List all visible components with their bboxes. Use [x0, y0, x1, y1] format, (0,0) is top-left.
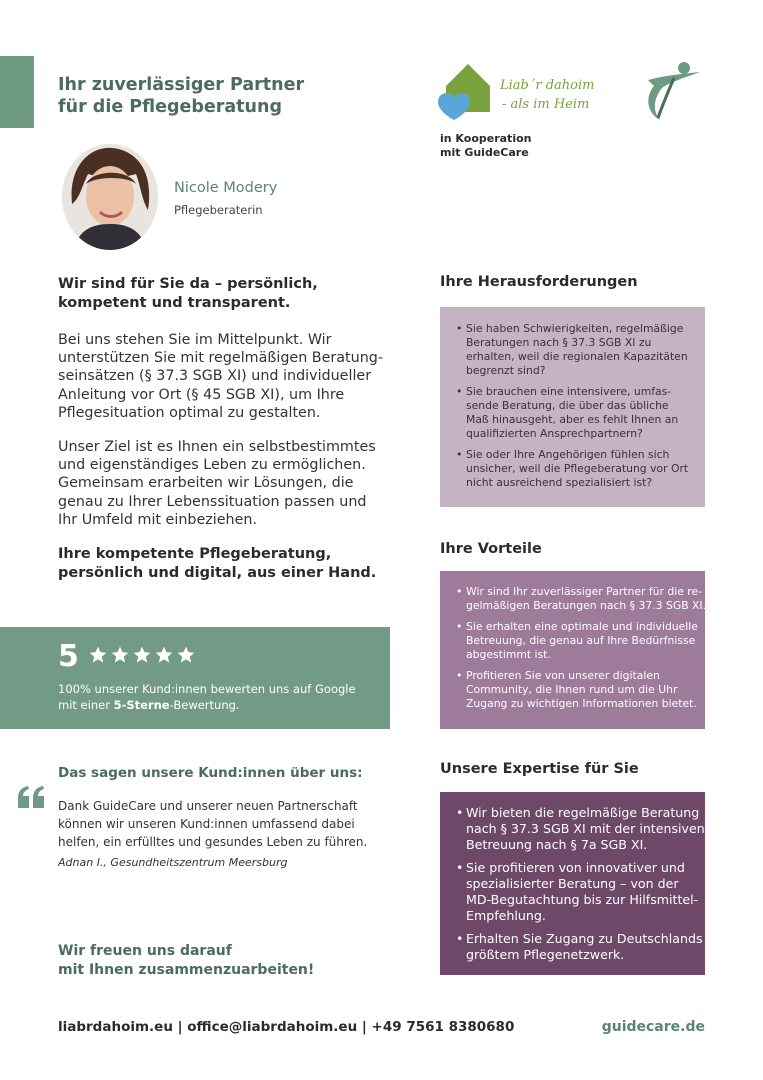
list-item: [456, 585, 707, 613]
list-item-line: • Erhalten Sie Zugang zu Deutschlands: [466, 931, 703, 946]
testimonial-author: Adnan I., Gesundheitszentrum Meersburg: [58, 856, 288, 869]
footer-contact[interactable]: liabrdahoim.eu | office@liabrdahoim.eu | +49 7561 8380680: [58, 1019, 515, 1035]
intro-paragraph-2: [58, 438, 388, 529]
list-item-line: Empfehlung.: [466, 908, 546, 923]
list-item-line: erhalten, weil die regionalen Kapazitäten: [466, 350, 688, 363]
list-item-line: • Profitieren Sie von unserer digitalen: [466, 669, 660, 682]
list-item-line: gelmäßigen Beratungen nach § 37.3 SGB XI.: [466, 599, 707, 612]
advantages-card: [440, 571, 705, 729]
list-item-line: nach § 37.3 SGB XI mit der intensiven: [466, 821, 705, 836]
brand-header: [432, 58, 722, 168]
intro-paragraph-1: [58, 331, 388, 422]
person-name: Nicole Modery: [174, 180, 278, 196]
list-item-line: größtem Pflegenetzwerk.: [466, 947, 625, 962]
list-item-line: abgestimmt ist.: [466, 648, 551, 661]
rating-line-2: [58, 697, 356, 713]
page-title: [58, 74, 304, 118]
list-item-line: • Sie erhalten eine optimale und individuelle: [466, 620, 698, 633]
rating-score: 5: [58, 639, 79, 674]
list-item-line: sende Beratung, die über das übliche: [466, 399, 669, 412]
headline-line: für die Pflegeberatung: [58, 97, 282, 117]
list-item-line: Maß hinausgeht, aber es fehlt Ihnen an: [466, 413, 679, 426]
list-item-line: • Sie profitieren von innovativer und: [466, 860, 685, 875]
list-item-line: Community, die Ihnen rund um die Uhr: [466, 683, 678, 696]
list-item: [456, 385, 695, 441]
list-item-line: unsicher, weil die Pflegeberatung vor Ort: [466, 462, 689, 475]
list-item: [456, 860, 699, 924]
rating-description: [58, 681, 356, 713]
intro-closing: [58, 545, 388, 583]
rating-line-2-suffix: -Bewertung.: [169, 698, 240, 712]
paragraph-line: Anleitung vor Ort (§ 45 SGB XI), um Ihre: [58, 386, 345, 403]
list-item-line: • Wir bieten die regelmäßige Beratung: [466, 805, 700, 820]
footer-website-link[interactable]: guidecare.de: [601, 1019, 705, 1035]
list-item-line: Zugang zu wichtigen Informationen bietet.: [466, 697, 697, 710]
person-role: Pflegeberaterin: [174, 203, 263, 217]
challenges-card: [440, 307, 705, 507]
headline-line: Ihr zuverlässiger Partner: [58, 75, 305, 95]
guidecare-logo-icon: [640, 58, 702, 124]
intro-heading-line: Wir sind für Sie da – persönlich,: [58, 276, 318, 292]
cooperation-line: in Kooperation: [440, 132, 532, 145]
google-rating-box: [0, 627, 390, 729]
quote-line: können wir unseren Kund:innen umfassend dabei: [58, 817, 355, 831]
list-item-line: qualifizierten Ansprechpartnern?: [466, 427, 643, 440]
list-item-line: MD-Begutachtung bis zur Hilfsmittel-: [466, 892, 699, 907]
list-item: [456, 322, 695, 378]
expertise-card: [440, 792, 705, 975]
cooperation-line: mit GuideCare: [440, 146, 529, 159]
expertise-title: Unsere Expertise für Sie: [440, 761, 639, 777]
intro-heading-line: kompetent und transparent.: [58, 295, 291, 311]
paragraph-line: Bei uns stehen Sie im Mittelpunkt. Wir: [58, 332, 332, 348]
list-item: [456, 931, 703, 963]
list-item: [456, 448, 695, 490]
paragraph-line: Gemeinsam erarbeiten wir Lösungen, die: [58, 475, 354, 492]
paragraph-line: Ihr Umfeld mit einbeziehen.: [58, 511, 257, 528]
rating-line-2-bold: 5-Sterne: [113, 698, 170, 712]
list-item: [456, 805, 705, 853]
testimonial-quote: [58, 797, 367, 851]
paragraph-line: und eigenständiges Leben zu ermöglichen.: [58, 457, 366, 474]
paragraph-line: Unser Ziel ist es Ihnen ein selbstbestimmtes: [58, 439, 376, 455]
list-item: [456, 669, 695, 711]
house-heart-logo-icon: [432, 58, 494, 122]
intro-heading: [58, 275, 378, 313]
paragraph-line: genau zu Ihrer Lebenssituation passen und: [58, 493, 367, 510]
list-item-line: • Sie haben Schwierigkeiten, regelmäßige: [466, 322, 684, 335]
cta-line: mit Ihnen zusammenzuarbeiten!: [58, 962, 315, 978]
list-item-line: • Wir sind Ihr zuverlässiger Partner für die re-: [466, 585, 703, 598]
star-icon: [132, 645, 152, 665]
star-icon: [176, 645, 196, 665]
accent-bar: [0, 56, 34, 128]
rating-line-1: 100% unserer Kund:innen bewerten uns auf Google: [58, 682, 356, 696]
list-item-line: Betreuung nach § 7a SGB XI.: [466, 837, 648, 852]
list-item-line: Beratungen nach § 37.3 SGB XI zu: [466, 336, 652, 349]
portrait-photo: [62, 144, 158, 250]
list-item: [456, 620, 698, 662]
closing-line: persönlich und digital, aus einer Hand.: [58, 565, 377, 581]
paragraph-line: seinsätzen (§ 37.3 SGB XI) und individueller: [58, 368, 372, 385]
list-item-line: nicht ausreichend spezialisiert ist?: [466, 476, 653, 489]
list-item-line: begrenzt sind?: [466, 364, 546, 377]
closing-line: Ihre kompetente Pflegeberatung,: [58, 546, 332, 562]
paragraph-line: unterstützen Sie mit regelmäßigen Beratung-: [58, 350, 384, 367]
call-to-action: [58, 942, 314, 980]
testimonials-title: Das sagen unsere Kund:innen über uns:: [58, 765, 363, 781]
advantages-title: Ihre Vorteile: [440, 541, 542, 557]
list-item-line: spezialisierter Beratung – von der: [466, 876, 679, 891]
quote-line: Dank GuideCare und unserer neuen Partnerschaft: [58, 799, 358, 813]
cta-line: Wir freuen uns darauf: [58, 943, 232, 959]
star-icon: [88, 645, 108, 665]
brand-name-line: Liab´r dahoim: [500, 78, 595, 93]
list-item-line: • Sie oder Ihre Angehörigen fühlen sich: [466, 448, 670, 461]
brand-name: [500, 76, 594, 114]
paragraph-line: Pflegesituation optimal zu gestalten.: [58, 404, 321, 421]
quote-icon: [18, 786, 46, 808]
list-item-line: Betreuung, die genau auf Ihre Bedürfnisse: [466, 634, 696, 647]
avatar: [62, 144, 158, 250]
challenges-title: Ihre Herausforderungen: [440, 274, 638, 290]
quote-line: helfen, ein erfülltes und gesundes Leben zu führen.: [58, 835, 368, 849]
rating-stars: [88, 645, 196, 669]
star-icon: [154, 645, 174, 665]
brand-name-line: - als im Heim: [502, 97, 590, 112]
star-icon: [110, 645, 130, 665]
rating-line-2-prefix: mit einer: [58, 698, 114, 712]
list-item-line: • Sie brauchen eine intensivere, umfas-: [466, 385, 672, 398]
cooperation-note: [440, 132, 531, 160]
